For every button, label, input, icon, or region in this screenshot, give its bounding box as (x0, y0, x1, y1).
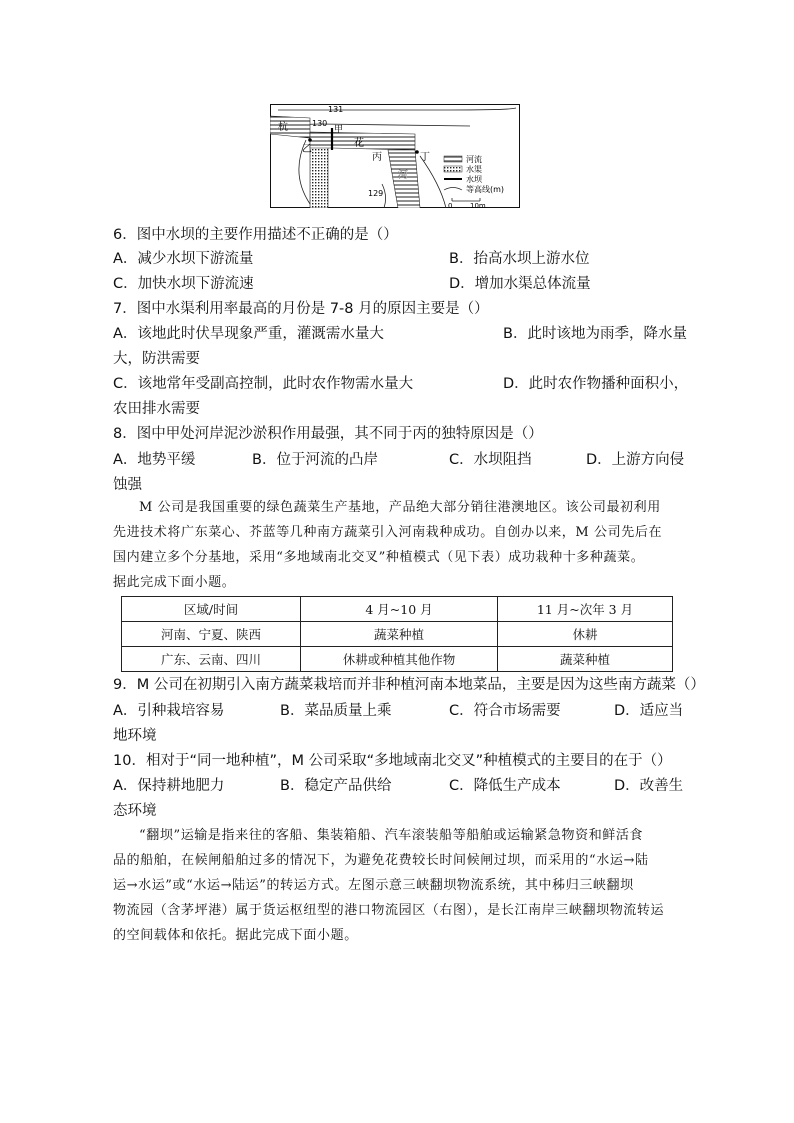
q8-option-d: D．上游方向侵 (586, 452, 685, 468)
legend-canal: 水渠 (466, 165, 482, 174)
passage-m-company (113, 495, 683, 595)
q10-option-b: B．稳定产品供给 (280, 778, 392, 794)
q6-option-c: C．加快水坝下游流速 (113, 276, 254, 292)
legend-river: 河流 (466, 155, 482, 164)
passage1-line-3: 国内建立多个分基地，采用“多地域南北交叉”种植模式（见下表）成功栽种十多种蔬菜。 (113, 550, 645, 565)
passage1-line-2: 先进技术将广东菜心、芥蓝等几种南方蔬菜引入河南栽种成功。自创办以来，M 公司先后在 (113, 525, 663, 540)
q7-option-d: D．此时农作物播种面积小， (503, 376, 689, 392)
q7-option-b: B．此时该地为雨季，降水量 (503, 326, 687, 342)
table-row (122, 622, 673, 647)
passage2-line-1: “翻坝”运输是指来往的客船、集装箱船、汽车滚装船等船舶或运输紧急物资和鲜活食 (139, 828, 644, 843)
q8-option-c: C．水坝阻挡 (449, 452, 532, 468)
q9-stem: 9．M 公司在初期引入南方蔬菜栽培而并非种植河南本地菜品，主要是因为这些南方蔬菜（） (113, 677, 705, 693)
passage2-line-3: 运→水运”或“水运→陆运”的转运方式。左图示意三峡翻坝物流系统，其中秭归三峡翻坝 (113, 878, 634, 893)
q10-option-a: A．保持耕地肥力 (113, 778, 225, 794)
label-bing: 丙 (372, 152, 382, 163)
q10-option-c: C．降低生产成本 (449, 778, 561, 794)
table-cell: 休耕 (498, 622, 673, 647)
q7-option-b-continued: 大，防洪需要 (113, 351, 200, 367)
q7-option-a: A．该地此时伏旱现象严重，灌溉需水量大 (113, 326, 384, 342)
passage2-line-2: 品的船舶，在候闸船舶过多的情况下，为避免花费较长时间候闸过坝，而采用的“水运→陆 (113, 853, 649, 868)
passage2-line-5: 的空间载体和依托。据此完成下面小题。 (113, 928, 358, 943)
q7-option-d-continued: 农田排水需要 (113, 401, 200, 417)
q9-option-a: A．引种栽培容易 (113, 703, 225, 719)
table-cell: 休耕或种植其他作物 (301, 647, 498, 672)
q8-option-d-continued: 蚀强 (113, 477, 142, 493)
planting-schedule-table (121, 596, 673, 672)
table-header-cell: 区域/时间 (122, 597, 301, 622)
passage1-line-1: M 公司是我国重要的绿色蔬菜生产基地，产品绝大部分销往港澳地区。该公司最初利用 (139, 500, 661, 515)
passage1-line-4: 据此完成下面小题。 (113, 575, 236, 590)
q6-option-a: A．减少水坝下游流量 (113, 251, 254, 267)
legend-scale-length: 10m (470, 202, 486, 208)
table-header-cell: 11 月~次年 3 月 (498, 597, 673, 622)
q8-option-a: A．地势平缓 (113, 452, 196, 468)
q6-option-b: B．抬高水坝上游水位 (449, 251, 590, 267)
table-cell: 河南、宁夏、陕西 (122, 622, 301, 647)
passage2-line-4: 物流园（含茅坪港）属于货运枢纽型的港口物流园区（右图），是长江南岸三峡翻坝物流转运 (113, 903, 665, 918)
table-cell: 广东、云南、四川 (122, 647, 301, 672)
label-hang: 杭 (278, 122, 288, 133)
contour-label-130: 130 (312, 119, 328, 128)
passage-fanba-transport (113, 823, 683, 948)
table-row (122, 647, 673, 672)
legend-scale-zero: 0 (448, 202, 453, 208)
q7-stem: 7．图中水渠利用率最高的月份是 7-8 月的原因主要是（） (113, 301, 489, 317)
label-ding: 丁 (420, 152, 430, 163)
q6-option-d: D．增加水渠总体流量 (449, 276, 591, 292)
q9-option-c: C．符合市场需要 (449, 703, 561, 719)
q8-option-b: B．位于河流的凸岸 (252, 452, 378, 468)
q8-stem: 8．图中甲处河岸泥沙淤积作用最强，其不同于丙的独特原因是（） (113, 426, 543, 442)
contour-label-129: 129 (368, 189, 384, 198)
table-cell: 蔬菜种植 (301, 622, 498, 647)
table-cell: 蔬菜种植 (498, 647, 673, 672)
legend-dam: 水坝 (466, 175, 482, 184)
q10-option-d-continued: 态环境 (113, 803, 157, 819)
label-he: 河 (398, 170, 408, 181)
river-map-figure (270, 104, 520, 208)
q10-option-d: D．改善生 (614, 778, 684, 794)
legend-contour: 等高线(m) (466, 185, 505, 194)
label-yi: 乙 (302, 144, 312, 155)
contour-label-131: 131 (328, 105, 344, 114)
label-hua: 花 (354, 138, 364, 149)
q9-option-b: B．菜品质量上乘 (280, 703, 392, 719)
river-upper-left (270, 116, 310, 138)
q6-stem: 6．图中水坝的主要作用描述不正确的是（） (113, 227, 398, 243)
q9-option-d: D．适应当 (614, 703, 684, 719)
canal (310, 144, 328, 208)
q9-option-d-continued: 地环境 (113, 728, 157, 744)
q7-option-c: C．该地常年受副高控制，此时农作物需水量大 (113, 376, 414, 392)
q10-stem: 10．相对于“同一地种植”，M 公司采取“多地域南北交叉”种植模式的主要目的在于（） (113, 753, 672, 769)
label-jia: 甲 (334, 125, 344, 135)
table-header-cell: 4 月~10 月 (301, 597, 498, 622)
table-header-row (122, 597, 673, 622)
